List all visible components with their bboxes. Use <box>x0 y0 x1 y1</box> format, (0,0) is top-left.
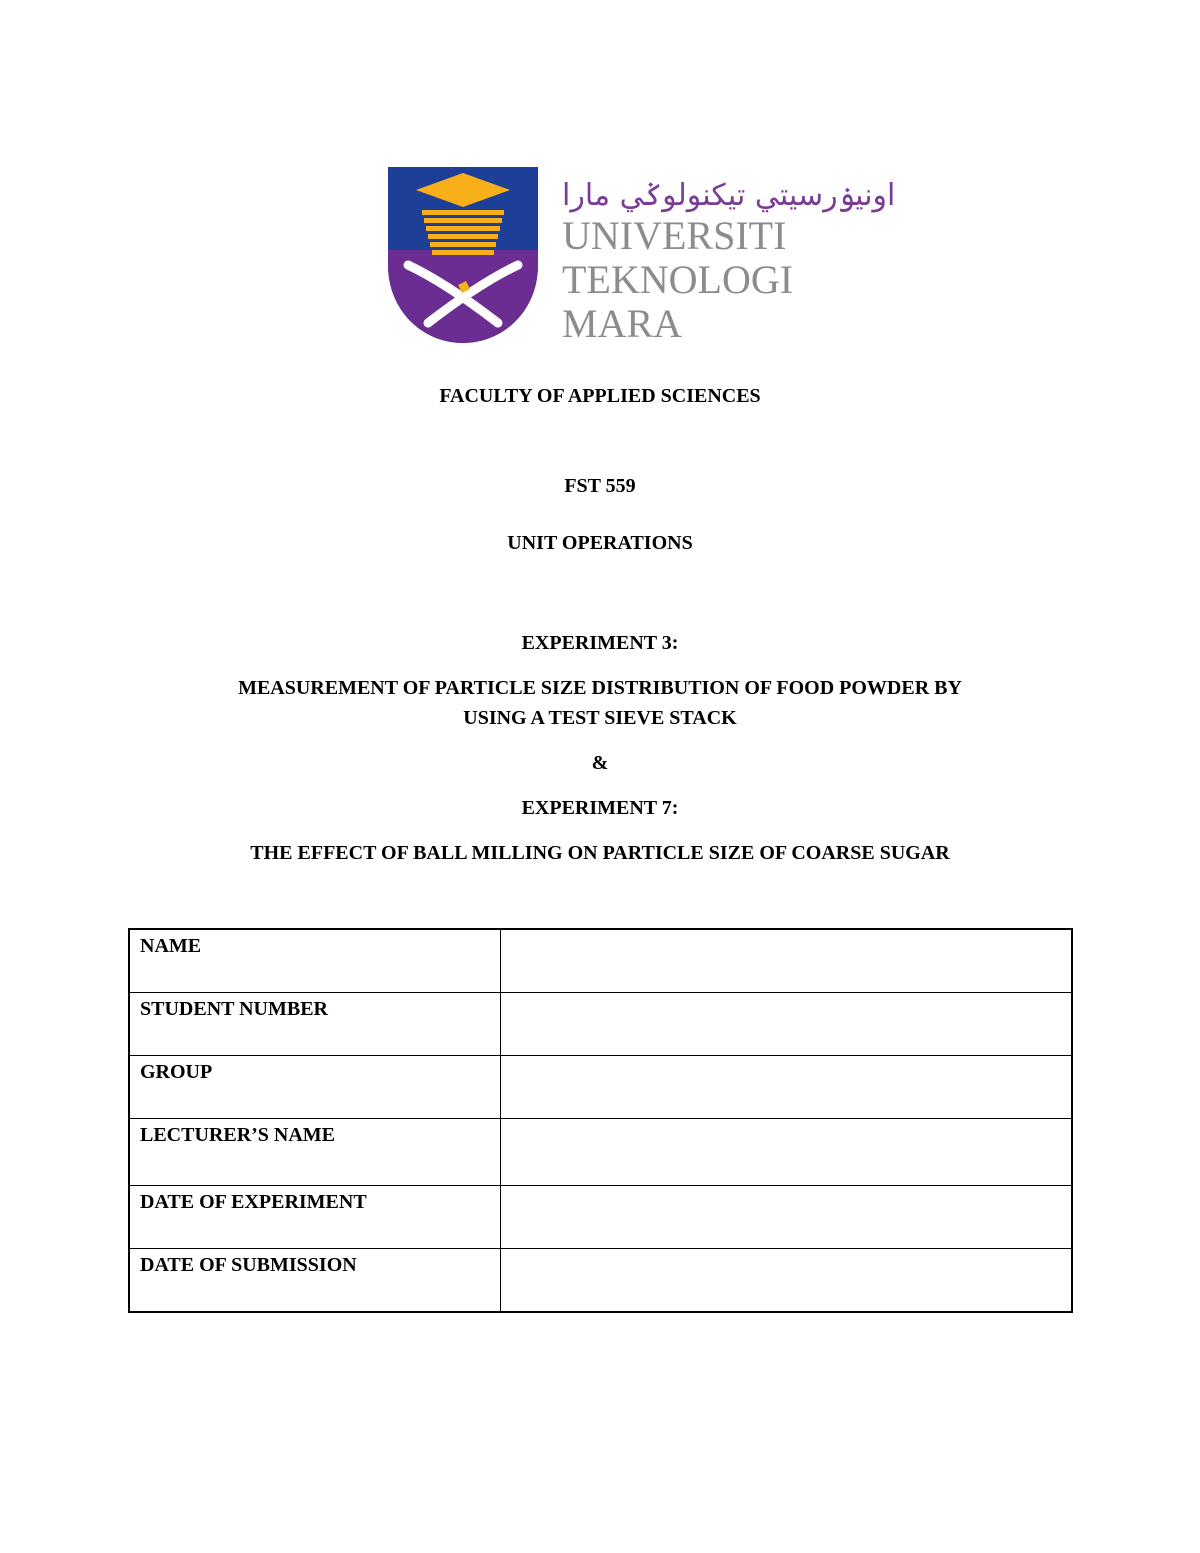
ampersand: & <box>591 752 609 774</box>
date-of-submission-value-cell[interactable] <box>501 1249 1073 1313</box>
lecturer-name-label: LECTURER’S NAME <box>129 1119 501 1186</box>
experiment-7-label: EXPERIMENT 7: <box>521 797 679 819</box>
faculty-heading: FACULTY OF APPLIED SCIENCES <box>439 385 761 407</box>
uitm-crest-and-wordmark <box>386 165 896 347</box>
course-code: FST 559 <box>564 475 636 497</box>
table-row <box>129 1056 1072 1119</box>
group-label: GROUP <box>129 1056 501 1119</box>
student-number-value-cell[interactable] <box>501 993 1073 1056</box>
logo-wordmark-line3: MARA <box>562 301 683 346</box>
date-of-submission-label: DATE OF SUBMISSION <box>129 1249 501 1313</box>
student-info-table <box>128 928 1073 1313</box>
table-row <box>129 929 1072 993</box>
name-label: NAME <box>129 929 501 993</box>
experiment-7-title: THE EFFECT OF BALL MILLING ON PARTICLE SIZE OF COARSE SUGAR <box>250 842 950 864</box>
logo-wordmark-line2: TEKNOLOGI <box>562 257 794 302</box>
table-row <box>129 1249 1072 1313</box>
logo-wordmark-line1: UNIVERSITI <box>562 213 787 258</box>
table-row <box>129 1186 1072 1249</box>
logo-jawi-text: اونيۏرسيتي تيکنولوݢي مارا <box>562 178 896 213</box>
date-of-experiment-label: DATE OF EXPERIMENT <box>129 1186 501 1249</box>
experiment-3-title-line2: USING A TEST SIEVE STACK <box>463 707 737 729</box>
date-of-experiment-value-cell[interactable] <box>501 1186 1073 1249</box>
lecturer-name-value-cell[interactable] <box>501 1119 1073 1186</box>
group-value-cell[interactable] <box>501 1056 1073 1119</box>
table-row <box>129 1119 1072 1186</box>
name-value-cell[interactable] <box>501 929 1073 993</box>
table-row <box>129 993 1072 1056</box>
experiment-3-label: EXPERIMENT 3: <box>521 632 679 654</box>
student-number-label: STUDENT NUMBER <box>129 993 501 1056</box>
course-name: UNIT OPERATIONS <box>507 532 693 554</box>
experiment-3-title-line1: MEASUREMENT OF PARTICLE SIZE DISTRIBUTION OF FOOD POWDER BY <box>238 677 962 699</box>
university-logo <box>386 165 896 347</box>
